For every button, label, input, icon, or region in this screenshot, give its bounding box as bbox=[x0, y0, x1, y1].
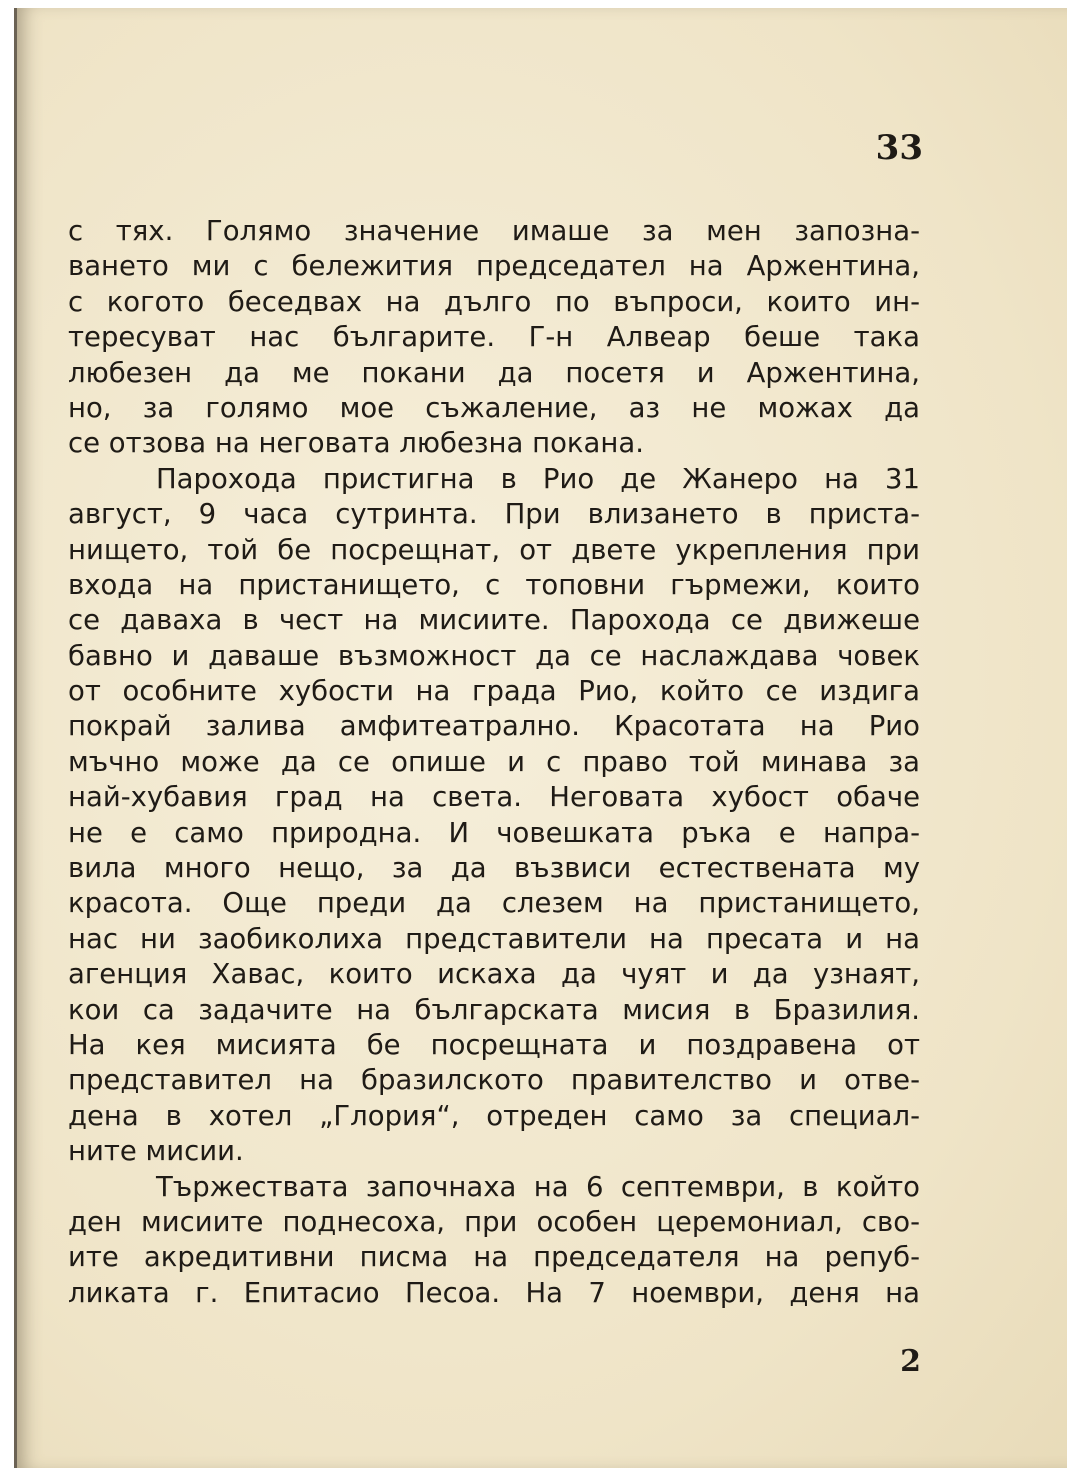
text-line: ните мисии. bbox=[68, 1135, 244, 1168]
text-line: мъчно може да се опише и с право той минава за bbox=[68, 745, 920, 778]
signature-mark: 2 bbox=[900, 1344, 921, 1379]
text-line: август, 9 часа сутринта. При влизането в приста- bbox=[68, 498, 920, 531]
text-line: с тях. Голямо значение имаше за мен запозна- bbox=[68, 215, 920, 247]
text-line: ите акредитивни писма на председателя на репуб- bbox=[68, 1241, 920, 1274]
text-line: На кея мисията бе посрещната и поздравена от bbox=[68, 1028, 920, 1061]
text-line: тересуват нас българите. Г-н Алвеар беше така bbox=[68, 321, 920, 354]
text-line: агенция Хавас, които искаха да чуят и да узнаят, bbox=[68, 958, 920, 991]
text-line: но, за голямо мое съжаление, аз не можах да bbox=[68, 391, 920, 424]
text-line: нището, той бе посрещнат, от двете укрепления при bbox=[68, 533, 920, 566]
text-line: кои са задачите на българската мисия в Бразилия. bbox=[68, 993, 920, 1026]
text-line: вила много нещо, за да възвиси естествената му bbox=[68, 852, 920, 885]
text-line: се даваха в чест на мисиите. Парохода се движеше bbox=[68, 604, 920, 637]
text-line: най-хубавия град на света. Неговата хубост обаче bbox=[68, 781, 920, 814]
text-line: бавно и даваше възможност да се наслаждава човек bbox=[68, 639, 920, 672]
page-number: 33 bbox=[875, 128, 923, 168]
text-line: дена в хотел „Глория“, отреден само за специал- bbox=[68, 1099, 920, 1132]
text-line: се отзова на неговата любезна покана. bbox=[68, 427, 644, 460]
text-line: любезен да ме покани да посетя и Аржентина, bbox=[68, 356, 920, 389]
text-line: с когото беседвах на дълго по въпроси, които ин- bbox=[68, 285, 920, 318]
text-line: ден мисиите поднесоха, при особен церемониал, сво- bbox=[68, 1205, 920, 1238]
text-line: покрай залива амфитеатрално. Красотата на Рио bbox=[68, 710, 920, 743]
text-line: не е само природна. И човешката ръка е напра- bbox=[68, 816, 920, 849]
body-text bbox=[68, 214, 920, 1311]
text-line: ликата г. Епитасио Песоа. На 7 ноември, деня на bbox=[68, 1276, 920, 1309]
text-line: нас ни заобиколиха представители на пресата и на bbox=[68, 922, 920, 955]
text-line: от особните хубости на града Рио, който се издига bbox=[68, 675, 920, 708]
text-line: представител на бразилското правителство и отве- bbox=[68, 1064, 920, 1097]
text-line: входа на пристанището, с топовни гърмежи, които bbox=[68, 568, 920, 601]
paragraph-start-line: Парохода пристигна в Рио де Жанеро на 31 bbox=[156, 462, 920, 495]
text-line: красота. Още преди да слезем на пристанището, bbox=[68, 887, 920, 920]
paragraph-start-line: Тържествата започнаха на 6 септември, в който bbox=[156, 1170, 920, 1203]
text-line: ването ми с бележития председател на Аржентина, bbox=[68, 250, 920, 283]
book-page bbox=[14, 8, 1067, 1468]
